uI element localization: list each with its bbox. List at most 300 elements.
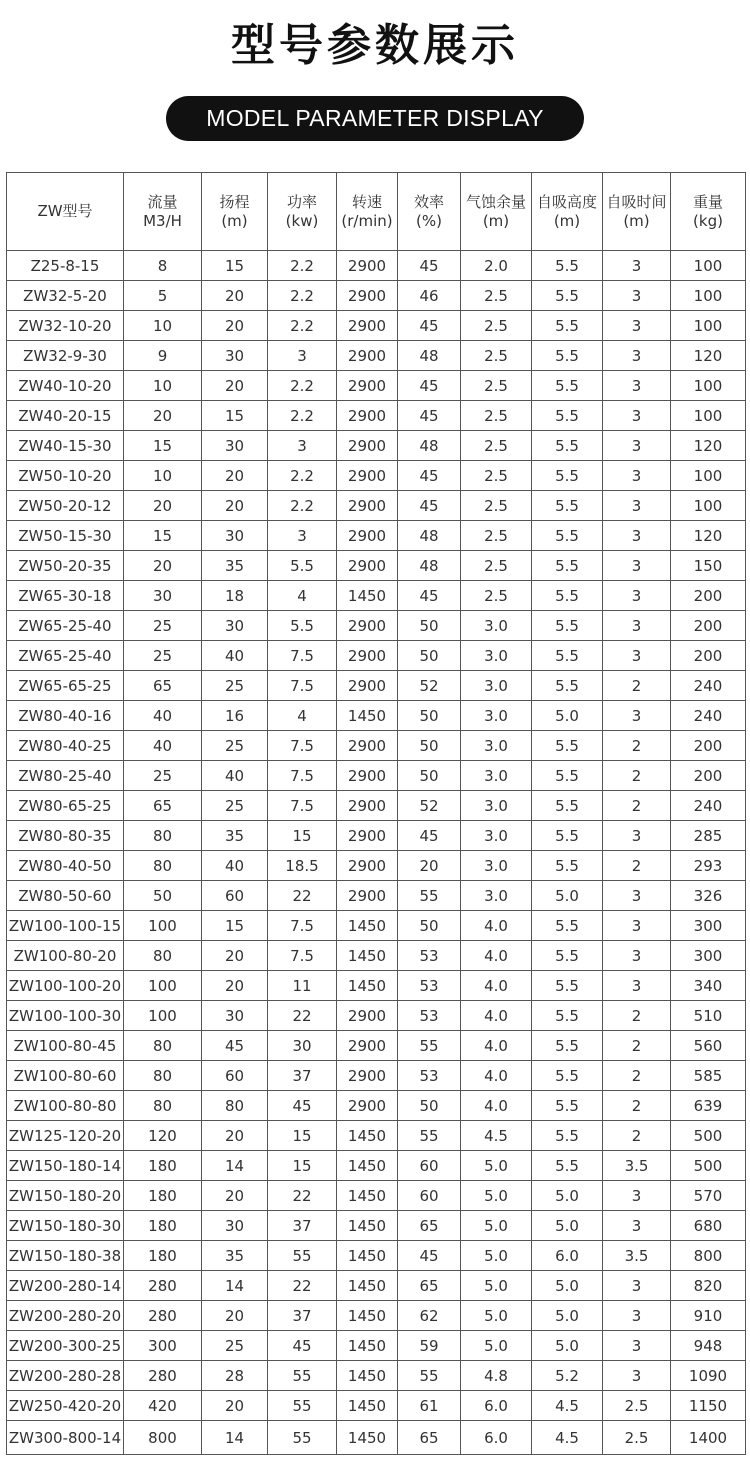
table-row bbox=[7, 911, 746, 941]
table-cell: 100 bbox=[671, 461, 746, 491]
table-cell: 35 bbox=[202, 821, 268, 851]
table-cell: 20 bbox=[202, 941, 268, 971]
table-cell: 5.5 bbox=[532, 1061, 603, 1091]
table-row bbox=[7, 641, 746, 671]
table-cell: 48 bbox=[398, 431, 461, 461]
table-cell: 680 bbox=[671, 1211, 746, 1241]
table-cell: 2 bbox=[603, 1001, 671, 1031]
table-cell: 5.5 bbox=[532, 851, 603, 881]
table-cell: 3 bbox=[603, 341, 671, 371]
table-cell: 2.2 bbox=[268, 281, 337, 311]
model-cell: ZW40-20-15 bbox=[7, 401, 124, 431]
table-cell: 16 bbox=[202, 701, 268, 731]
table-cell: 3 bbox=[603, 431, 671, 461]
table-cell: 45 bbox=[398, 821, 461, 851]
table-cell: 5.5 bbox=[268, 611, 337, 641]
table-cell: 25 bbox=[202, 791, 268, 821]
table-cell: 50 bbox=[398, 731, 461, 761]
table-cell: 300 bbox=[124, 1331, 202, 1361]
table-cell: 3 bbox=[268, 341, 337, 371]
table-cell: 22 bbox=[268, 1181, 337, 1211]
table-cell: 10 bbox=[124, 371, 202, 401]
table-cell: 2900 bbox=[337, 1061, 398, 1091]
table-cell: 14 bbox=[202, 1151, 268, 1181]
table-cell: 18 bbox=[202, 581, 268, 611]
table-cell: 100 bbox=[671, 281, 746, 311]
table-cell: 45 bbox=[398, 371, 461, 401]
table-cell: 80 bbox=[124, 851, 202, 881]
table-cell: 420 bbox=[124, 1391, 202, 1421]
table-cell: 45 bbox=[398, 581, 461, 611]
table-cell: 7.5 bbox=[268, 941, 337, 971]
model-cell: ZW150-180-20 bbox=[7, 1181, 124, 1211]
table-cell: 1450 bbox=[337, 1181, 398, 1211]
table-row bbox=[7, 1211, 746, 1241]
table-cell: 200 bbox=[671, 731, 746, 761]
table-cell: 80 bbox=[202, 1091, 268, 1121]
table-cell: 570 bbox=[671, 1181, 746, 1211]
table-cell: 240 bbox=[671, 701, 746, 731]
table-cell: 30 bbox=[268, 1031, 337, 1061]
table-cell: 2900 bbox=[337, 611, 398, 641]
table-row bbox=[7, 611, 746, 641]
model-cell: ZW200-300-25 bbox=[7, 1331, 124, 1361]
table-cell: 37 bbox=[268, 1301, 337, 1331]
column-header-label: 自吸时间 bbox=[606, 192, 667, 211]
table-row bbox=[7, 1061, 746, 1091]
table-cell: 14 bbox=[202, 1271, 268, 1301]
table-cell: 15 bbox=[202, 251, 268, 281]
model-cell: Z25-8-15 bbox=[7, 251, 124, 281]
table-cell: 5.0 bbox=[461, 1271, 532, 1301]
table-cell: 2900 bbox=[337, 851, 398, 881]
table-cell: 4 bbox=[268, 701, 337, 731]
table-row bbox=[7, 491, 746, 521]
table-cell: 15 bbox=[124, 431, 202, 461]
table-cell: 5.0 bbox=[532, 1271, 603, 1301]
table-cell: 30 bbox=[202, 611, 268, 641]
table-row bbox=[7, 311, 746, 341]
table-cell: 60 bbox=[398, 1151, 461, 1181]
column-header bbox=[671, 173, 746, 251]
table-cell: 61 bbox=[398, 1391, 461, 1421]
table-cell: 45 bbox=[398, 251, 461, 281]
table-cell: 2900 bbox=[337, 521, 398, 551]
table-cell: 5.5 bbox=[532, 671, 603, 701]
model-cell: ZW200-280-20 bbox=[7, 1301, 124, 1331]
column-header-label: 流量 bbox=[147, 192, 178, 211]
table-row bbox=[7, 581, 746, 611]
table-cell: 2900 bbox=[337, 821, 398, 851]
table-row bbox=[7, 1151, 746, 1181]
table-row bbox=[7, 941, 746, 971]
table-cell: 37 bbox=[268, 1061, 337, 1091]
table-cell: 65 bbox=[398, 1211, 461, 1241]
table-cell: 2.5 bbox=[461, 281, 532, 311]
table-cell: 3 bbox=[603, 581, 671, 611]
table-cell: 3.0 bbox=[461, 731, 532, 761]
table-cell: 55 bbox=[268, 1421, 337, 1455]
table-cell: 4.0 bbox=[461, 1061, 532, 1091]
table-cell: 3 bbox=[603, 911, 671, 941]
table-cell: 280 bbox=[124, 1271, 202, 1301]
table-cell: 285 bbox=[671, 821, 746, 851]
table-cell: 5.5 bbox=[532, 371, 603, 401]
table-cell: 80 bbox=[124, 941, 202, 971]
model-cell: ZW80-40-16 bbox=[7, 701, 124, 731]
table-cell: 50 bbox=[124, 881, 202, 911]
table-cell: 2900 bbox=[337, 1091, 398, 1121]
column-header-unit: (kw) bbox=[285, 211, 319, 230]
table-cell: 60 bbox=[202, 1061, 268, 1091]
table-cell: 5.0 bbox=[461, 1301, 532, 1331]
table-cell: 4.5 bbox=[532, 1391, 603, 1421]
table-cell: 910 bbox=[671, 1301, 746, 1331]
table-row bbox=[7, 1121, 746, 1151]
table-cell: 2900 bbox=[337, 371, 398, 401]
table-row bbox=[7, 1241, 746, 1271]
table-cell: 25 bbox=[202, 1331, 268, 1361]
table-cell: 2900 bbox=[337, 1001, 398, 1031]
table-cell: 1450 bbox=[337, 1361, 398, 1391]
table-cell: 5.0 bbox=[532, 1331, 603, 1361]
table-cell: 45 bbox=[398, 461, 461, 491]
table-cell: 45 bbox=[398, 401, 461, 431]
table-cell: 3 bbox=[603, 461, 671, 491]
table-cell: 37 bbox=[268, 1211, 337, 1241]
model-cell: ZW150-180-30 bbox=[7, 1211, 124, 1241]
column-header-label: ZW型号 bbox=[37, 202, 93, 220]
table-cell: 293 bbox=[671, 851, 746, 881]
table-cell: 25 bbox=[124, 611, 202, 641]
table-cell: 8 bbox=[124, 251, 202, 281]
model-cell: ZW32-10-20 bbox=[7, 311, 124, 341]
table-cell: 100 bbox=[671, 491, 746, 521]
table-cell: 5.5 bbox=[532, 461, 603, 491]
model-cell: ZW50-20-35 bbox=[7, 551, 124, 581]
table-cell: 20 bbox=[202, 371, 268, 401]
model-cell: ZW80-25-40 bbox=[7, 761, 124, 791]
table-cell: 1450 bbox=[337, 581, 398, 611]
table-cell: 1400 bbox=[671, 1421, 746, 1455]
table-cell: 4.8 bbox=[461, 1361, 532, 1391]
table-cell: 15 bbox=[124, 521, 202, 551]
column-header-unit: M3/H bbox=[143, 211, 182, 230]
column-header bbox=[7, 173, 124, 251]
table-cell: 5.5 bbox=[532, 911, 603, 941]
table-row bbox=[7, 401, 746, 431]
column-header bbox=[124, 173, 202, 251]
table-cell: 20 bbox=[398, 851, 461, 881]
table-cell: 639 bbox=[671, 1091, 746, 1121]
table-cell: 2.2 bbox=[268, 311, 337, 341]
model-cell: ZW100-80-20 bbox=[7, 941, 124, 971]
table-cell: 3 bbox=[603, 1271, 671, 1301]
table-cell: 35 bbox=[202, 1241, 268, 1271]
table-cell: 2900 bbox=[337, 491, 398, 521]
table-cell: 40 bbox=[202, 641, 268, 671]
table-cell: 4.0 bbox=[461, 911, 532, 941]
model-cell: ZW100-100-15 bbox=[7, 911, 124, 941]
table-cell: 5.5 bbox=[532, 341, 603, 371]
table-cell: 2900 bbox=[337, 431, 398, 461]
table-cell: 65 bbox=[124, 791, 202, 821]
table-cell: 3 bbox=[603, 251, 671, 281]
table-row bbox=[7, 461, 746, 491]
column-header bbox=[398, 173, 461, 251]
model-cell: ZW32-9-30 bbox=[7, 341, 124, 371]
table-cell: 7.5 bbox=[268, 761, 337, 791]
model-cell: ZW65-25-40 bbox=[7, 641, 124, 671]
table-cell: 35 bbox=[202, 551, 268, 581]
table-cell: 5.5 bbox=[532, 281, 603, 311]
model-cell: ZW100-100-30 bbox=[7, 1001, 124, 1031]
table-cell: 22 bbox=[268, 1001, 337, 1031]
table-cell: 6.0 bbox=[461, 1421, 532, 1455]
table-cell: 30 bbox=[124, 581, 202, 611]
table-cell: 65 bbox=[398, 1421, 461, 1455]
table-cell: 2900 bbox=[337, 761, 398, 791]
model-cell: ZW80-50-60 bbox=[7, 881, 124, 911]
table-cell: 48 bbox=[398, 551, 461, 581]
table-cell: 3 bbox=[603, 941, 671, 971]
table-cell: 65 bbox=[124, 671, 202, 701]
table-cell: 28 bbox=[202, 1361, 268, 1391]
model-cell: ZW125-120-20 bbox=[7, 1121, 124, 1151]
table-cell: 2900 bbox=[337, 731, 398, 761]
table-cell: 5.0 bbox=[461, 1181, 532, 1211]
model-cell: ZW65-25-40 bbox=[7, 611, 124, 641]
table-cell: 2900 bbox=[337, 551, 398, 581]
table-cell: 53 bbox=[398, 941, 461, 971]
table-cell: 5.5 bbox=[532, 1151, 603, 1181]
table-cell: 2 bbox=[603, 1091, 671, 1121]
table-cell: 55 bbox=[398, 1121, 461, 1151]
table-cell: 20 bbox=[124, 551, 202, 581]
table-cell: 3.0 bbox=[461, 701, 532, 731]
table-cell: 5.5 bbox=[532, 941, 603, 971]
table-cell: 200 bbox=[671, 641, 746, 671]
table-cell: 30 bbox=[202, 341, 268, 371]
table-cell: 1450 bbox=[337, 1151, 398, 1181]
table-cell: 2900 bbox=[337, 641, 398, 671]
table-cell: 40 bbox=[202, 761, 268, 791]
table-cell: 2.2 bbox=[268, 401, 337, 431]
table-cell: 240 bbox=[671, 791, 746, 821]
table-cell: 3.0 bbox=[461, 611, 532, 641]
table-cell: 30 bbox=[202, 1001, 268, 1031]
table-cell: 3 bbox=[268, 431, 337, 461]
column-header-label: 气蚀余量 bbox=[465, 192, 526, 211]
table-cell: 5 bbox=[124, 281, 202, 311]
table-cell: 2.5 bbox=[603, 1391, 671, 1421]
table-cell: 10 bbox=[124, 311, 202, 341]
table-cell: 46 bbox=[398, 281, 461, 311]
table-cell: 2900 bbox=[337, 791, 398, 821]
column-header bbox=[268, 173, 337, 251]
table-cell: 4 bbox=[268, 581, 337, 611]
table-cell: 20 bbox=[124, 491, 202, 521]
table-cell: 1450 bbox=[337, 1211, 398, 1241]
table-cell: 9 bbox=[124, 341, 202, 371]
model-cell: ZW100-100-20 bbox=[7, 971, 124, 1001]
table-cell: 3 bbox=[603, 371, 671, 401]
table-cell: 48 bbox=[398, 341, 461, 371]
table-cell: 45 bbox=[398, 311, 461, 341]
table-cell: 30 bbox=[202, 1211, 268, 1241]
table-cell: 5.5 bbox=[532, 761, 603, 791]
table-row bbox=[7, 761, 746, 791]
table-cell: 5.0 bbox=[461, 1211, 532, 1241]
table-cell: 5.5 bbox=[532, 1031, 603, 1061]
table-cell: 3 bbox=[603, 311, 671, 341]
table-cell: 2.2 bbox=[268, 251, 337, 281]
table-cell: 180 bbox=[124, 1241, 202, 1271]
table-cell: 4.0 bbox=[461, 1031, 532, 1061]
model-cell: ZW80-40-50 bbox=[7, 851, 124, 881]
table-cell: 4.5 bbox=[461, 1121, 532, 1151]
table-cell: 22 bbox=[268, 1271, 337, 1301]
table-cell: 45 bbox=[398, 1241, 461, 1271]
table-cell: 5.5 bbox=[532, 611, 603, 641]
table-cell: 280 bbox=[124, 1301, 202, 1331]
model-cell: ZW300-800-14 bbox=[7, 1421, 124, 1455]
table-cell: 300 bbox=[671, 911, 746, 941]
table-cell: 5.5 bbox=[532, 641, 603, 671]
table-cell: 5.5 bbox=[268, 551, 337, 581]
table-cell: 120 bbox=[671, 341, 746, 371]
model-cell: ZW65-65-25 bbox=[7, 671, 124, 701]
table-cell: 25 bbox=[202, 671, 268, 701]
table-cell: 5.0 bbox=[532, 1301, 603, 1331]
table-cell: 5.5 bbox=[532, 971, 603, 1001]
table-cell: 3 bbox=[603, 611, 671, 641]
table-cell: 7.5 bbox=[268, 671, 337, 701]
table-cell: 2900 bbox=[337, 311, 398, 341]
table-cell: 55 bbox=[398, 1031, 461, 1061]
table-cell: 5.5 bbox=[532, 311, 603, 341]
column-header-unit: (m) bbox=[482, 211, 510, 230]
table-cell: 800 bbox=[671, 1241, 746, 1271]
table-cell: 80 bbox=[124, 1031, 202, 1061]
table-cell: 300 bbox=[671, 941, 746, 971]
table-cell: 1450 bbox=[337, 1301, 398, 1331]
table-cell: 6.0 bbox=[532, 1241, 603, 1271]
table-cell: 1450 bbox=[337, 1421, 398, 1455]
table-cell: 1450 bbox=[337, 1121, 398, 1151]
table-cell: 1450 bbox=[337, 1241, 398, 1271]
table-cell: 326 bbox=[671, 881, 746, 911]
table-row bbox=[7, 731, 746, 761]
table-cell: 3 bbox=[603, 1211, 671, 1241]
table-cell: 100 bbox=[124, 971, 202, 1001]
table-cell: 20 bbox=[202, 1391, 268, 1421]
table-cell: 4.5 bbox=[532, 1421, 603, 1455]
table-cell: 5.5 bbox=[532, 821, 603, 851]
table-cell: 120 bbox=[671, 431, 746, 461]
table-cell: 2.2 bbox=[268, 461, 337, 491]
table-cell: 40 bbox=[202, 851, 268, 881]
model-cell: ZW80-80-35 bbox=[7, 821, 124, 851]
table-row bbox=[7, 881, 746, 911]
table-cell: 2900 bbox=[337, 461, 398, 491]
model-cell: ZW40-15-30 bbox=[7, 431, 124, 461]
table-cell: 948 bbox=[671, 1331, 746, 1361]
table-row bbox=[7, 791, 746, 821]
column-header bbox=[337, 173, 398, 251]
table-cell: 20 bbox=[202, 281, 268, 311]
table-row bbox=[7, 341, 746, 371]
table-cell: 5.0 bbox=[532, 1211, 603, 1241]
model-cell: ZW150-180-38 bbox=[7, 1241, 124, 1271]
model-cell: ZW40-10-20 bbox=[7, 371, 124, 401]
table-cell: 2.5 bbox=[461, 401, 532, 431]
column-header-label: 自吸高度 bbox=[536, 192, 597, 211]
table-cell: 5.5 bbox=[532, 491, 603, 521]
table-cell: 2 bbox=[603, 1031, 671, 1061]
table-cell: 200 bbox=[671, 581, 746, 611]
table-row bbox=[7, 1181, 746, 1211]
table-cell: 60 bbox=[202, 881, 268, 911]
table-cell: 2 bbox=[603, 1061, 671, 1091]
table-cell: 5.5 bbox=[532, 1091, 603, 1121]
table-cell: 50 bbox=[398, 761, 461, 791]
table-cell: 1450 bbox=[337, 701, 398, 731]
table-row bbox=[7, 851, 746, 881]
table-row bbox=[7, 971, 746, 1001]
table-cell: 150 bbox=[671, 551, 746, 581]
table-cell: 120 bbox=[124, 1121, 202, 1151]
table-row bbox=[7, 371, 746, 401]
table-cell: 3.0 bbox=[461, 671, 532, 701]
table-cell: 25 bbox=[202, 731, 268, 761]
table-cell: 200 bbox=[671, 761, 746, 791]
table-cell: 11 bbox=[268, 971, 337, 1001]
table-row bbox=[7, 821, 746, 851]
table-cell: 20 bbox=[202, 1181, 268, 1211]
model-cell: ZW80-65-25 bbox=[7, 791, 124, 821]
table-cell: 1090 bbox=[671, 1361, 746, 1391]
table-row bbox=[7, 701, 746, 731]
table-cell: 45 bbox=[398, 491, 461, 521]
table-row bbox=[7, 431, 746, 461]
table-cell: 7.5 bbox=[268, 641, 337, 671]
table-cell: 100 bbox=[124, 911, 202, 941]
table-cell: 3 bbox=[603, 641, 671, 671]
table-cell: 2900 bbox=[337, 1031, 398, 1061]
table-cell: 50 bbox=[398, 701, 461, 731]
table-cell: 5.5 bbox=[532, 551, 603, 581]
table-cell: 50 bbox=[398, 1091, 461, 1121]
table-cell: 20 bbox=[202, 1121, 268, 1151]
table-cell: 60 bbox=[398, 1181, 461, 1211]
table-cell: 510 bbox=[671, 1001, 746, 1031]
table-cell: 15 bbox=[268, 821, 337, 851]
table-cell: 50 bbox=[398, 911, 461, 941]
table-cell: 1450 bbox=[337, 971, 398, 1001]
table-cell: 52 bbox=[398, 671, 461, 701]
table-row bbox=[7, 281, 746, 311]
table-cell: 100 bbox=[671, 311, 746, 341]
table-cell: 240 bbox=[671, 671, 746, 701]
table-cell: 3.5 bbox=[603, 1151, 671, 1181]
column-header-unit: (kg) bbox=[693, 211, 723, 230]
table-cell: 3 bbox=[603, 1181, 671, 1211]
table-cell: 4.0 bbox=[461, 1001, 532, 1031]
table-row bbox=[7, 521, 746, 551]
table-cell: 15 bbox=[202, 911, 268, 941]
table-cell: 3 bbox=[603, 701, 671, 731]
